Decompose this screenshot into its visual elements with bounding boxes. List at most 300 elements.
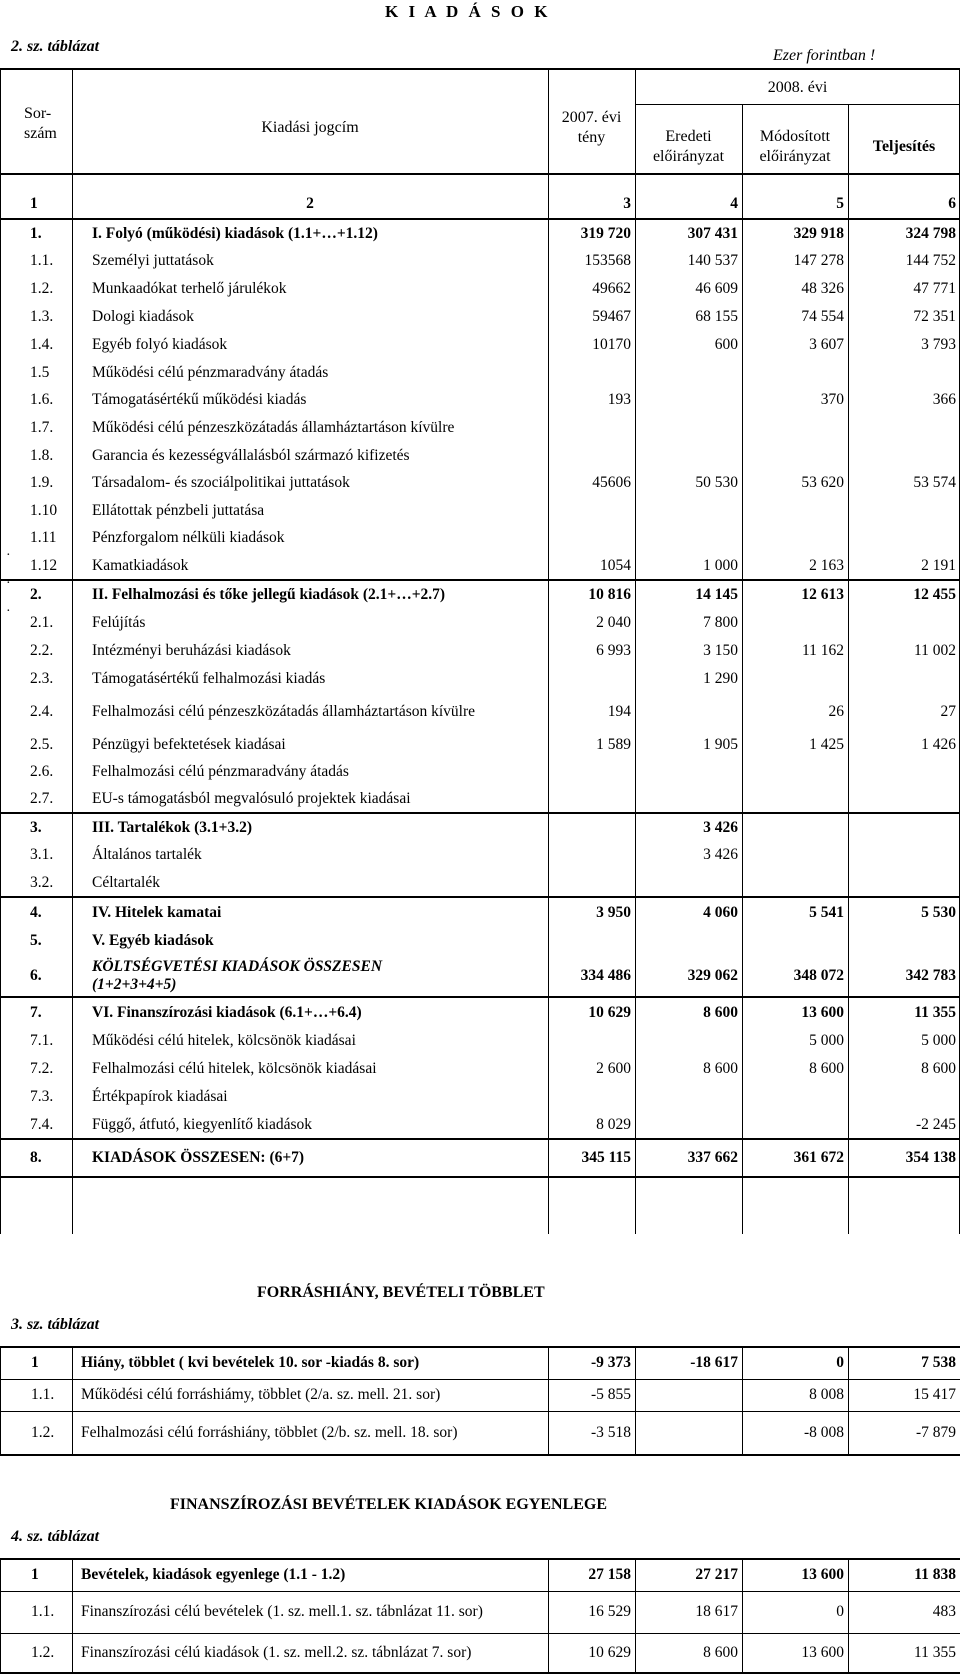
row-label: Intézményi beruházási kiadások	[92, 642, 291, 659]
row-value: 194	[607, 703, 631, 720]
row-number: 1.3.	[30, 308, 54, 325]
column-number: 2	[306, 195, 314, 212]
row-number: 1.12	[30, 556, 58, 574]
row-value	[548, 665, 635, 693]
row-label: Működési célú hitelek, kölcsönök kiadásai	[92, 1032, 356, 1049]
column-number-row	[0, 190, 960, 219]
row-value	[548, 1027, 635, 1055]
row-value: -9 373	[549, 1347, 636, 1379]
row-number: 2.	[0, 580, 72, 609]
row-number: 1.2.	[1, 1411, 73, 1455]
row-value	[848, 665, 960, 693]
row-value	[848, 1083, 960, 1111]
row-value	[848, 524, 960, 552]
row-number: 1.9.	[30, 474, 54, 491]
row-number: 1.7.	[30, 419, 54, 436]
table-row	[0, 637, 960, 665]
table-row	[0, 275, 960, 303]
row-value: 27 217	[636, 1559, 743, 1591]
row-value: 8 600	[703, 1060, 738, 1077]
row-value	[548, 758, 635, 786]
row-value: 8 600	[809, 1060, 844, 1077]
row-value: 8 600	[635, 997, 742, 1027]
row-number: 2.5.	[30, 735, 54, 753]
row-value	[635, 1027, 742, 1055]
row-value	[635, 497, 742, 524]
row-number: 2.7.	[30, 790, 54, 807]
row-number: 1	[1, 1559, 73, 1591]
table3-caption: 3. sz. táblázat	[11, 1316, 100, 1333]
column-number: 4	[730, 195, 738, 212]
table-row	[0, 386, 960, 414]
forrashiany-table	[0, 1346, 960, 1456]
row-value: 1054	[600, 556, 631, 574]
row-label: Értékpapírok kiadásai	[92, 1088, 228, 1105]
row-value: -3 518	[549, 1411, 636, 1455]
table-row	[0, 469, 960, 497]
row-value: 334 486	[580, 966, 631, 984]
row-value	[742, 869, 848, 897]
table-row	[0, 359, 960, 386]
row-value: 53 620	[801, 474, 844, 491]
table-row	[0, 955, 960, 997]
row-value: 319 720	[548, 219, 635, 247]
row-number: 1.10	[30, 501, 58, 519]
row-value: 2 600	[596, 1060, 631, 1077]
row-value: 13 600	[743, 1633, 849, 1673]
row-number: 1.1.	[30, 252, 54, 269]
row-label: Függő, átfutó, kiegyenlítő kiadások	[92, 1115, 312, 1133]
table-row	[0, 1111, 960, 1139]
row-value: 348 072	[793, 966, 844, 984]
row-value	[848, 359, 960, 386]
row-value: 3 793	[921, 336, 956, 353]
row-value: 3 426	[703, 846, 738, 863]
row-value: 193	[607, 391, 631, 408]
row-value: 361 672	[742, 1139, 848, 1177]
row-value: 14 145	[635, 580, 742, 609]
row-value: 45606	[592, 474, 631, 491]
row-value	[848, 497, 960, 524]
row-value: 8 008	[743, 1379, 849, 1411]
row-label: Felújítás	[92, 614, 146, 631]
row-value: 5 541	[742, 897, 848, 927]
row-number: 7.	[0, 997, 72, 1027]
table-row	[0, 869, 960, 897]
row-value	[635, 693, 742, 731]
row-label: Pénzügyi befektetések kiadásai	[92, 735, 286, 753]
row-number: 1.4.	[30, 336, 54, 353]
row-number: 1.11	[30, 529, 57, 546]
row-value: 6 993	[596, 642, 631, 659]
row-label: Hiány, többlet ( kvi bevételek 10. sor -kiadás 8. sor)	[73, 1347, 549, 1379]
row-value: 324 798	[848, 219, 960, 247]
row-label: Társadalom- és szociálpolitikai juttatások	[92, 474, 350, 491]
row-label: Felhalmozási célú hitelek, kölcsönök kiadásai	[92, 1060, 377, 1077]
row-value: 18 617	[636, 1591, 743, 1633]
row-value: 345 115	[548, 1139, 635, 1177]
row-value: 140 537	[687, 252, 738, 269]
row-value: 11 355	[848, 997, 960, 1027]
row-label: KÖLTSÉGVETÉSI KIADÁSOK ÖSSZESEN (1+2+3+4+5)	[92, 957, 383, 993]
header-2008-rule	[635, 104, 960, 105]
row-value: 10170	[592, 336, 631, 353]
row-value: -8 008	[743, 1411, 849, 1455]
egyenleg-table	[0, 1558, 960, 1674]
row-value: 48 326	[801, 280, 844, 297]
row-value	[635, 786, 742, 813]
header-top-rule	[0, 68, 960, 70]
table-row	[0, 665, 960, 693]
row-value	[742, 1111, 848, 1139]
row-value: 11 162	[801, 642, 844, 659]
row-value: 337 662	[635, 1139, 742, 1177]
row-label: Dologi kiadások	[92, 308, 195, 325]
row-value: 8 600	[636, 1633, 743, 1673]
row-number: 1.2.	[1, 1633, 73, 1673]
header-bottom-rule	[0, 173, 960, 175]
table-row	[1, 1633, 960, 1673]
row-value: 7 800	[703, 614, 738, 631]
row-value	[742, 758, 848, 786]
table-row	[0, 897, 960, 927]
row-value	[636, 1379, 743, 1411]
row-value: 8 029	[596, 1115, 631, 1133]
row-value	[742, 786, 848, 813]
row-value: 16 529	[549, 1591, 636, 1633]
row-number: 7.1.	[30, 1032, 54, 1049]
row-label: I. Folyó (működési) kiadások (1.1+…+1.12)	[72, 219, 548, 247]
row-value: 1 290	[703, 670, 738, 687]
row-value	[548, 414, 635, 442]
row-value: 11 002	[913, 642, 956, 659]
row-number: 1.5	[30, 363, 50, 381]
table-row	[0, 731, 960, 758]
row-value: 329 918	[742, 219, 848, 247]
row-value: 1 425	[809, 735, 844, 753]
row-value: 27 158	[549, 1559, 636, 1591]
row-value: 3 150	[703, 642, 738, 659]
row-label: Felhalmozási célú forráshiány, többlet (2/b. sz. mell. 18. sor)	[73, 1411, 549, 1455]
row-label: KIADÁSOK ÖSSZESEN: (6+7)	[72, 1139, 548, 1177]
row-value: 13 600	[743, 1559, 849, 1591]
row-value	[742, 927, 848, 955]
row-number: 4.	[0, 897, 72, 927]
table4-title: FINANSZÍROZÁSI BEVÉTELEK KIADÁSOK EGYENLEGE	[170, 1496, 607, 1513]
row-value: 1 000	[703, 556, 738, 574]
row-label: VI. Finanszírozási kiadások (6.1+…+6.4)	[72, 997, 548, 1027]
row-value: 4 060	[635, 897, 742, 927]
row-value	[848, 758, 960, 786]
row-number: 7.2.	[30, 1060, 54, 1077]
row-number: 3.2.	[30, 873, 54, 891]
row-value	[742, 442, 848, 469]
page-title: K I A D Á S O K	[385, 2, 551, 21]
row-label: Céltartalék	[92, 873, 160, 891]
row-label: Garancia és kezességvállalásból származó kifizetés	[92, 446, 410, 464]
row-label: Működési célú forráshiámy, többlet (2/a. sz. mell. 21. sor)	[73, 1379, 549, 1411]
row-value: 15 417	[849, 1379, 960, 1411]
row-value: 10 629	[549, 1633, 636, 1673]
table-row	[0, 1055, 960, 1083]
row-number: 2.1.	[30, 614, 54, 631]
row-label: Finanszírozási célú bevételek (1. sz. mell.1. sz. tábnlázat 11. sor)	[73, 1591, 549, 1633]
table-row	[0, 247, 960, 275]
row-label: Ellátottak pénzbeli juttatása	[92, 501, 265, 519]
row-value: 12 613	[742, 580, 848, 609]
row-value: 1 426	[921, 735, 956, 753]
row-value: 600	[714, 336, 738, 353]
column-number: 6	[948, 195, 956, 212]
row-value: 27	[940, 703, 956, 720]
row-value	[848, 414, 960, 442]
row-label: Felhalmozási célú pénzeszközátadás államháztartáson kívülre	[92, 703, 476, 720]
header-teljesites: Teljesítés	[872, 138, 936, 155]
row-label: Személyi juttatások	[92, 252, 214, 269]
table-row	[1, 1591, 960, 1633]
row-value: 5 530	[848, 897, 960, 927]
row-value: -5 855	[549, 1379, 636, 1411]
row-value	[635, 758, 742, 786]
row-number: 6.	[30, 966, 42, 984]
row-value: 5 000	[921, 1032, 956, 1049]
column-number: 1	[30, 195, 38, 212]
row-value: 59467	[592, 308, 631, 325]
table-row	[1, 1347, 960, 1379]
row-value	[548, 813, 635, 841]
row-value	[548, 869, 635, 897]
row-number: 1.	[0, 219, 72, 247]
table2-caption: 2. sz. táblázat	[11, 38, 100, 55]
table-row	[0, 1139, 960, 1177]
table-row	[0, 580, 960, 609]
row-number: 7.4.	[30, 1115, 54, 1133]
row-value: 50 530	[695, 474, 738, 491]
row-value	[742, 813, 848, 841]
row-value	[742, 841, 848, 869]
row-number: 1.1.	[1, 1591, 73, 1633]
row-value: 53 574	[913, 474, 956, 491]
row-number: 3.	[0, 813, 72, 841]
row-value: 72 351	[913, 308, 956, 325]
row-value: 366	[932, 391, 956, 408]
header-jogcim: Kiadási jogcím	[261, 119, 359, 136]
row-value	[848, 609, 960, 637]
row-value	[548, 497, 635, 524]
row-value	[742, 609, 848, 637]
row-label: Pénzforgalom nélküli kiadások	[92, 529, 285, 546]
row-value	[742, 665, 848, 693]
row-label: Támogatásértékű működési kiadás	[92, 391, 307, 408]
row-label: Támogatásértékű felhalmozási kiadás	[92, 670, 326, 687]
row-value: 2 040	[596, 614, 631, 631]
row-value: 329 062	[687, 966, 738, 984]
row-value	[742, 1083, 848, 1111]
table-row	[0, 414, 960, 442]
row-value: 1 905	[703, 735, 738, 753]
table-row	[0, 303, 960, 331]
row-value: 74 554	[801, 308, 844, 325]
margin-dot: ·	[6, 604, 11, 619]
row-number: 1.6.	[30, 391, 54, 408]
row-value: 8 600	[921, 1060, 956, 1077]
row-value	[548, 786, 635, 813]
row-value: 68 155	[695, 308, 738, 325]
row-value	[742, 414, 848, 442]
row-value	[548, 841, 635, 869]
row-value: 46 609	[695, 280, 738, 297]
row-value: 307 431	[635, 219, 742, 247]
row-value: -2 245	[915, 1115, 956, 1133]
row-label: Munkaadókat terhelő járulékok	[92, 280, 287, 297]
row-value	[635, 1083, 742, 1111]
table-row	[0, 786, 960, 813]
table-row	[0, 1083, 960, 1111]
row-value: 3 607	[809, 336, 844, 353]
row-value	[548, 524, 635, 552]
row-value: 0	[743, 1591, 849, 1633]
row-value	[635, 414, 742, 442]
margin-dot: ·	[6, 548, 11, 563]
row-value: 153568	[584, 252, 631, 269]
header-teny-2007: 2007. évi tény	[561, 109, 622, 146]
row-value: 3 426	[635, 813, 742, 841]
row-value: 0	[743, 1347, 849, 1379]
row-value: 354 138	[848, 1139, 960, 1177]
row-label: III. Tartalékok (3.1+3.2)	[72, 813, 548, 841]
row-value	[742, 359, 848, 386]
header-eredeti: Eredeti előirányzat	[652, 128, 725, 165]
row-value: 13 600	[742, 997, 848, 1027]
row-number: 2.3.	[30, 670, 54, 687]
row-number: 1.1.	[1, 1379, 73, 1411]
row-value	[548, 442, 635, 469]
row-value	[848, 869, 960, 897]
row-number: 1	[1, 1347, 73, 1379]
row-value	[635, 1111, 742, 1139]
row-value: -7 879	[849, 1411, 960, 1455]
row-value: 49662	[592, 280, 631, 297]
row-label: V. Egyéb kiadások	[92, 932, 214, 949]
row-number: 5.	[30, 932, 42, 949]
row-value: 483	[849, 1591, 960, 1633]
row-number: 2.2.	[30, 642, 54, 659]
row-label: Kamatkiadások	[92, 556, 189, 574]
table-row	[0, 997, 960, 1027]
row-number: 7.3.	[30, 1088, 54, 1105]
table3-title: FORRÁSHIÁNY, BEVÉTELI TÖBBLET	[257, 1284, 545, 1301]
table-row	[0, 758, 960, 786]
table-row	[1, 1411, 960, 1455]
table-row	[0, 813, 960, 841]
row-value	[548, 1083, 635, 1111]
row-value: 47 771	[913, 280, 956, 297]
row-label: Általános tartalék	[92, 846, 202, 863]
row-value: 11 838	[849, 1559, 960, 1591]
row-label: IV. Hitelek kamatai	[72, 897, 548, 927]
row-label: II. Felhalmozási és tőke jellegű kiadások (2.1+…+2.7)	[72, 580, 548, 609]
row-number: 8.	[0, 1139, 72, 1177]
row-value	[635, 359, 742, 386]
row-value	[636, 1411, 743, 1455]
row-value	[635, 927, 742, 955]
column-number: 3	[623, 195, 631, 212]
table-row	[0, 552, 960, 580]
column-number: 5	[836, 195, 844, 212]
unit-note: Ezer forintban !	[773, 47, 876, 64]
row-value	[548, 359, 635, 386]
kiadasok-table	[0, 190, 960, 1178]
table4-caption: 4. sz. táblázat	[11, 1528, 100, 1545]
row-label: Felhalmozási célú pénzmaradvány átadás	[92, 763, 349, 780]
row-label: Egyéb folyó kiadások	[92, 336, 228, 353]
row-value: 10 816	[548, 580, 635, 609]
row-value	[635, 442, 742, 469]
row-value: 2 163	[809, 556, 844, 574]
row-label: Finanszírozási célú kiadások (1. sz. mell.2. sz. tábnlázat 7. sor)	[73, 1633, 549, 1673]
row-value	[848, 927, 960, 955]
row-value: 147 278	[793, 252, 844, 269]
table-row	[0, 609, 960, 637]
row-value	[635, 386, 742, 414]
row-value: 370	[820, 391, 844, 408]
row-value: 7 538	[849, 1347, 960, 1379]
header-2008: 2008. évi	[767, 79, 828, 96]
row-value: 10 629	[548, 997, 635, 1027]
row-number: 1.8.	[30, 446, 54, 464]
row-value: 144 752	[905, 252, 956, 269]
row-label: EU-s támogatásból megvalósuló projektek kiadásai	[92, 790, 411, 807]
margin-dot: ·	[6, 576, 11, 591]
row-value: 5 000	[809, 1032, 844, 1049]
row-value	[848, 813, 960, 841]
row-label: Bevételek, kiadások egyenlege (1.1 - 1.2)	[73, 1559, 549, 1591]
row-number: 1.2.	[30, 280, 54, 297]
header-modositott: Módosított előirányzat	[759, 128, 831, 165]
row-value: 11 355	[849, 1633, 960, 1673]
table-row	[0, 524, 960, 552]
row-number: 3.1.	[30, 846, 54, 863]
row-number: 2.6.	[30, 763, 54, 780]
row-value: 342 783	[905, 966, 956, 984]
table-row	[0, 331, 960, 359]
row-label: Működési célú pénzeszközátadás államháztartáson kívülre	[92, 419, 455, 436]
table-row	[0, 927, 960, 955]
row-value: 1 589	[596, 735, 631, 753]
row-value	[848, 786, 960, 813]
table-row	[0, 693, 960, 731]
row-label: Működési célú pénzmaradvány átadás	[92, 363, 329, 381]
row-value	[635, 524, 742, 552]
table-row	[1, 1559, 960, 1591]
row-value	[742, 524, 848, 552]
row-number: 2.4.	[30, 703, 54, 720]
row-value: 3 950	[548, 897, 635, 927]
row-value	[848, 841, 960, 869]
row-value	[742, 497, 848, 524]
row-value	[848, 442, 960, 469]
table-row	[0, 442, 960, 469]
table-row	[0, 841, 960, 869]
row-value	[548, 927, 635, 955]
row-value: 2 191	[921, 556, 956, 574]
table-row	[1, 1379, 960, 1411]
header-sorszam: Sor- szám	[24, 105, 57, 142]
row-value	[635, 869, 742, 897]
table-row	[0, 219, 960, 247]
table-row	[0, 497, 960, 524]
row-value: -18 617	[636, 1347, 743, 1379]
